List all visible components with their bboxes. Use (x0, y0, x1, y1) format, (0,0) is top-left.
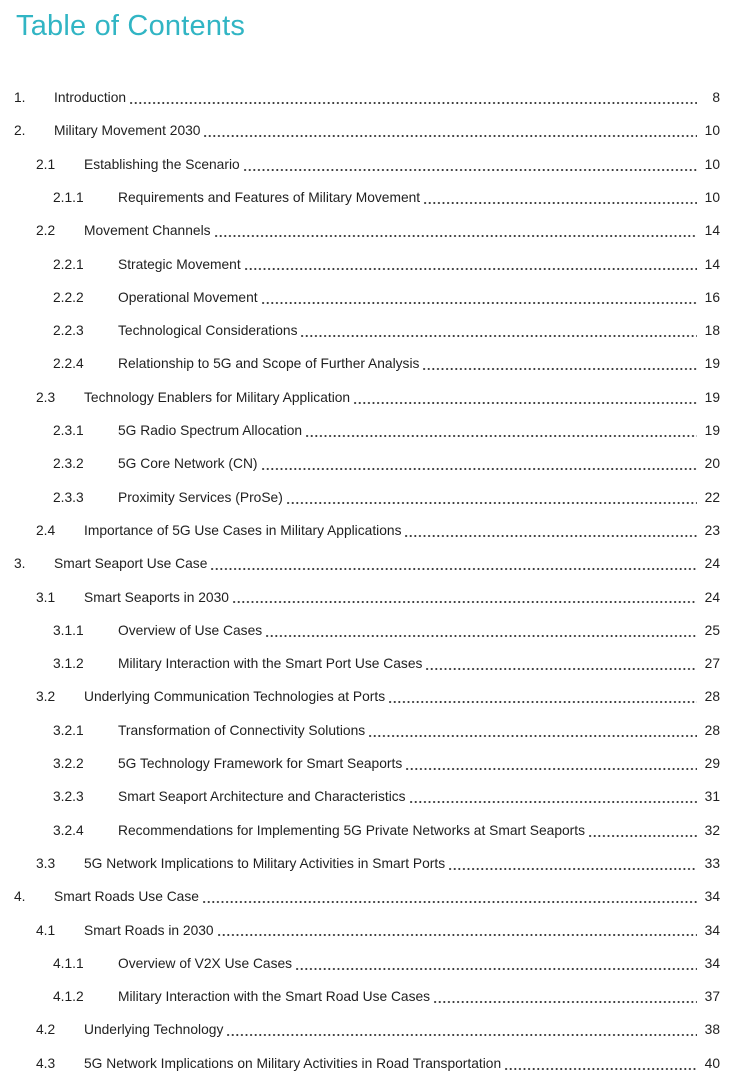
toc-entry[interactable] (0, 215, 736, 248)
toc-entry-page: 14 (704, 256, 720, 272)
toc-entry[interactable] (0, 414, 736, 447)
toc-dotted-leader (369, 735, 697, 737)
toc-dotted-leader (203, 901, 697, 903)
toc-entry-page: 19 (704, 389, 720, 405)
toc-entry-page: 19 (704, 356, 720, 372)
toc-entry-title: Underlying Technology (84, 1022, 224, 1038)
toc-entry-title: Overview of V2X Use Cases (118, 955, 293, 971)
toc-entry-number: 4.2 (36, 1022, 56, 1038)
toc-entry-title: Proximity Services (ProSe) (118, 489, 283, 505)
toc-dotted-leader (306, 435, 697, 437)
toc-entry-number: 3.2.3 (53, 789, 84, 805)
toc-entry-title: Smart Roads Use Case (54, 889, 199, 905)
toc-entry-number: 3.1.1 (53, 622, 84, 638)
toc-dotted-leader (426, 668, 697, 670)
toc-entry[interactable] (0, 181, 736, 214)
toc-dotted-leader (287, 502, 697, 504)
toc-entry-number: 2.1.1 (53, 189, 84, 205)
toc-entry-page: 16 (704, 289, 720, 305)
toc-entry-page: 10 (704, 156, 720, 172)
toc-entry-number: 2.4 (36, 522, 56, 538)
toc-entry[interactable] (0, 781, 736, 814)
toc-entry-title: Military Movement 2030 (54, 123, 201, 139)
toc-entry-page: 24 (704, 589, 720, 605)
toc-entry-title: 5G Radio Spectrum Allocation (118, 423, 303, 439)
toc-entry-number: 3.2.1 (53, 722, 84, 738)
toc-entry[interactable] (0, 448, 736, 481)
toc-entry-page: 8 (712, 90, 720, 106)
toc-dotted-leader (423, 368, 697, 370)
toc-entry-page: 18 (704, 323, 720, 339)
toc-entry-number: 4.1 (36, 922, 56, 938)
toc-entry-page: 34 (704, 889, 720, 905)
toc-entry[interactable] (0, 548, 736, 581)
toc-dotted-leader (296, 968, 697, 970)
toc-entry-number: 2. (14, 123, 26, 139)
toc-entry-page: 38 (704, 1022, 720, 1038)
toc-entry-title: Establishing the Scenario (84, 156, 240, 172)
toc-entry-title: 5G Technology Framework for Smart Seaports (118, 756, 403, 772)
toc-entry-number: 3.1 (36, 589, 56, 605)
toc-entry-title: Military Interaction with the Smart Road Use Cases (118, 989, 431, 1005)
toc-entry[interactable] (0, 1047, 736, 1080)
toc-dotted-leader (449, 868, 697, 870)
toc-entry[interactable] (0, 381, 736, 414)
toc-dotted-leader (227, 1034, 697, 1036)
toc-entry-page: 23 (704, 522, 720, 538)
toc-dotted-leader (405, 535, 697, 537)
toc-dotted-leader (354, 402, 697, 404)
toc-dotted-leader (266, 635, 697, 637)
toc-dotted-leader (211, 568, 697, 570)
toc-entry-page: 22 (704, 489, 720, 505)
toc-entry-title: Technology Enablers for Military Application (84, 389, 351, 405)
toc-dotted-leader (301, 335, 697, 337)
toc-dotted-leader (589, 835, 697, 837)
toc-entry-page: 37 (704, 989, 720, 1005)
toc-entry-title: 5G Network Implications on Military Activities in Road Transportation (84, 1055, 502, 1071)
toc-entry-number: 1. (14, 90, 26, 106)
toc-entry-number: 3.2.4 (53, 822, 84, 838)
toc-entry-number: 3.2 (36, 689, 56, 705)
toc-entry[interactable] (0, 747, 736, 780)
toc-dotted-leader (130, 102, 697, 104)
toc-dotted-leader (505, 1068, 697, 1070)
toc-entry-number: 2.2.4 (53, 356, 84, 372)
toc-entry-page: 33 (704, 855, 720, 871)
toc-entry[interactable] (0, 714, 736, 747)
toc-entry-number: 3.2.2 (53, 756, 84, 772)
toc-entry-title: Smart Roads in 2030 (84, 922, 214, 938)
toc-entry[interactable] (0, 348, 736, 381)
toc-dotted-leader (218, 934, 697, 936)
toc-entry[interactable] (0, 514, 736, 547)
toc-entry-title: Overview of Use Cases (118, 622, 263, 638)
toc-entry-number: 2.2.3 (53, 323, 84, 339)
toc-entry-number: 4.1.1 (53, 955, 84, 971)
toc-dotted-leader (434, 1001, 697, 1003)
toc-entry-number: 2.3.3 (53, 489, 84, 505)
toc-entry-page: 31 (704, 789, 720, 805)
toc-entry[interactable] (0, 314, 736, 347)
toc-entry[interactable] (0, 81, 736, 114)
toc-entry-number: 2.2.1 (53, 256, 84, 272)
toc-entry-number: 4. (14, 889, 26, 905)
toc-entry[interactable] (0, 681, 736, 714)
toc-entry[interactable] (0, 481, 736, 514)
toc-dotted-leader (233, 601, 697, 603)
toc-entry-page: 14 (704, 223, 720, 239)
toc-entry-title: Military Interaction with the Smart Port Use Cases (118, 656, 423, 672)
toc-entry-page: 24 (704, 556, 720, 572)
toc-entry-title: Smart Seaport Architecture and Characteristics (118, 789, 406, 805)
toc-entry-page: 34 (704, 922, 720, 938)
toc-dotted-leader (406, 768, 697, 770)
toc-dotted-leader (245, 268, 697, 270)
toc-entry-page: 32 (704, 822, 720, 838)
toc-entry[interactable] (0, 248, 736, 281)
toc-entry[interactable] (0, 947, 736, 980)
toc-entry-page: 28 (704, 689, 720, 705)
toc-entry-title: Movement Channels (84, 223, 211, 239)
toc-entry-number: 2.3.1 (53, 423, 84, 439)
toc-entry[interactable] (0, 581, 736, 614)
toc-entry-title: Smart Seaport Use Case (54, 556, 208, 572)
toc-dotted-leader (215, 235, 697, 237)
toc-entry-page: 10 (704, 189, 720, 205)
toc-entry[interactable] (0, 614, 736, 647)
toc-entry-number: 3. (14, 556, 26, 572)
toc-entry-title: 5G Network Implications to Military Activities in Smart Ports (84, 855, 446, 871)
toc-entry[interactable] (0, 647, 736, 680)
toc-dotted-leader (262, 468, 697, 470)
toc-entry-title: Transformation of Connectivity Solutions (118, 722, 366, 738)
toc-dotted-leader (262, 302, 697, 304)
toc-entry-title: Technological Considerations (118, 323, 298, 339)
toc-entry-number: 4.3 (36, 1055, 56, 1071)
toc-entry-title: Introduction (54, 90, 127, 106)
toc-dotted-leader (424, 202, 697, 204)
toc-entry[interactable] (0, 115, 736, 148)
toc-entry[interactable] (0, 148, 736, 181)
toc-entry-page: 27 (704, 656, 720, 672)
toc-entry-number: 3.3 (36, 855, 56, 871)
toc-entry[interactable] (0, 914, 736, 947)
toc-dotted-leader (204, 135, 697, 137)
toc-entry-page: 28 (704, 722, 720, 738)
toc-dotted-leader (244, 169, 697, 171)
toc-list (0, 81, 736, 1080)
toc-entry[interactable] (0, 814, 736, 847)
toc-entry-number: 2.1 (36, 156, 56, 172)
toc-entry-number: 2.3 (36, 389, 56, 405)
toc-entry-page: 40 (704, 1055, 720, 1071)
toc-entry[interactable] (0, 980, 736, 1013)
toc-entry-page: 10 (704, 123, 720, 139)
toc-dotted-leader (389, 701, 697, 703)
toc-entry-page: 34 (704, 955, 720, 971)
toc-entry-number: 2.2.2 (53, 289, 84, 305)
toc-entry-page: 29 (704, 756, 720, 772)
toc-entry-title: Underlying Communication Technologies at Ports (84, 689, 386, 705)
toc-entry-title: Operational Movement (118, 289, 258, 305)
toc-entry[interactable] (0, 880, 736, 913)
toc-entry-number: 2.2 (36, 223, 56, 239)
toc-entry-page: 20 (704, 456, 720, 472)
toc-entry-title: Smart Seaports in 2030 (84, 589, 229, 605)
toc-dotted-leader (410, 801, 697, 803)
toc-entry-title: Strategic Movement (118, 256, 241, 272)
page-title: Table of Contents (16, 10, 246, 42)
toc-entry-title: 5G Core Network (CN) (118, 456, 258, 472)
toc-entry[interactable] (0, 1014, 736, 1047)
toc-entry-number: 4.1.2 (53, 989, 84, 1005)
toc-entry-title: Recommendations for Implementing 5G Private Networks at Smart Seaports (118, 822, 585, 838)
toc-entry-number: 3.1.2 (53, 656, 84, 672)
toc-entry[interactable] (0, 847, 736, 880)
toc-entry-number: 2.3.2 (53, 456, 84, 472)
toc-entry[interactable] (0, 281, 736, 314)
toc-entry-title: Importance of 5G Use Cases in Military Applications (84, 522, 402, 538)
toc-entry-page: 19 (704, 423, 720, 439)
toc-entry-title: Requirements and Features of Military Movement (118, 189, 421, 205)
toc-entry-title: Relationship to 5G and Scope of Further Analysis (118, 356, 420, 372)
toc-entry-page: 25 (704, 622, 720, 638)
